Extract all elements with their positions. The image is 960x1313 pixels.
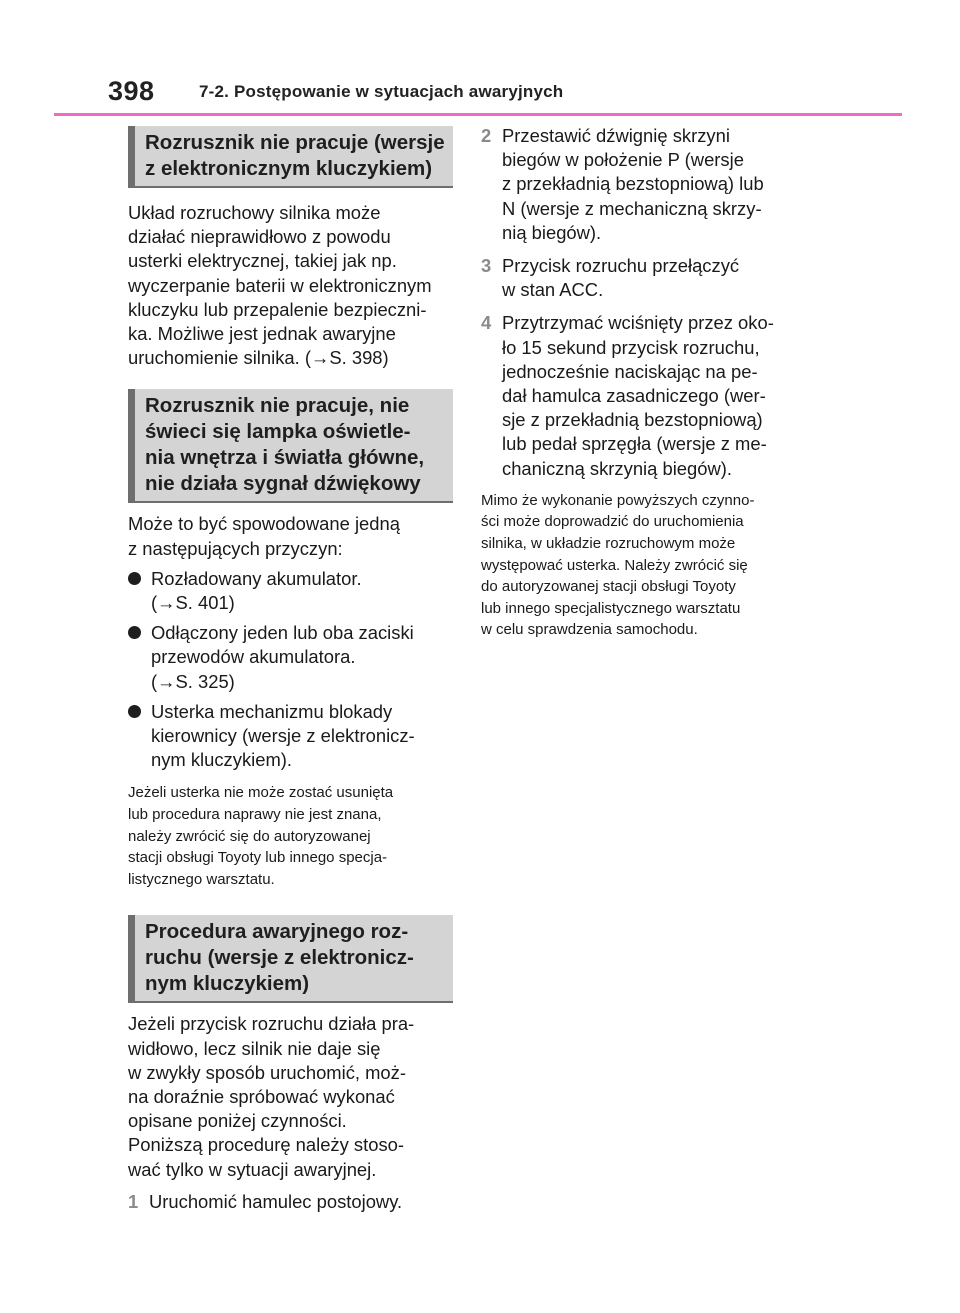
text-line: N (wersje z mechaniczną skrzy- [502,197,762,219]
text-line: należy zwrócić się do autoryzowanej [128,827,371,845]
text-line: z przekładnią bezstopniową) lub [502,173,764,195]
heading-line: nia wnętrza i światła główne, [145,446,425,470]
paragraph-causes [128,512,453,560]
text-line: w stan ACC. [502,279,604,301]
bullet-icon [128,567,146,615]
text-line: kluczyku lub przepalenie bezpieczni- [128,298,427,320]
paragraph-starter-info [128,201,453,370]
text-line: Usterka mechanizmu blokady [151,700,393,722]
text-line: przewodów akumulatora. [151,646,356,668]
text-line: wyczerpanie baterii w elektronicznym [128,274,432,296]
text-line: listycznego warsztatu. [128,870,275,888]
text-line: sje z przekładnią bezstopniową) [502,409,763,431]
step-number: 2 [481,125,492,146]
list-item [128,567,453,615]
text-line: Rozładowany akumulator. [151,567,362,589]
paragraph-emergency-info [128,1012,453,1181]
header-divider [54,113,902,116]
text-line: widłowo, lecz silnik nie daje się [128,1037,381,1059]
text-line: ka. Możliwe jest jednak awaryjne [128,323,396,345]
text-line: Przytrzymać wciśnięty przez oko- [502,312,774,334]
text-line: Jeżeli przycisk rozruchu działa pra- [128,1013,415,1035]
text-line: Jeżeli usterka nie może zostać usunięta [128,784,394,802]
text-line: Mimo że wykonanie powyższych czynno- [481,491,755,509]
text-line: silnika, w układzie rozruchowym może [481,535,736,553]
left-column [128,126,453,1214]
text-line: Może to być spowodowane jedną [128,513,400,535]
text-line: nym kluczykiem). [151,749,293,771]
text-line: ści może doprowadzić do uruchomienia [481,513,744,531]
text-line: Odłączony jeden lub oba zaciski [151,622,414,644]
right-column [481,124,806,641]
text-line: kierownicy (wersje z elektronicz- [151,725,415,747]
bullet-icon [128,621,146,694]
text-line: opisane poniżej czynności. [128,1110,347,1132]
text-line: Poniższą procedurę należy stoso- [128,1134,405,1156]
heading-line: Rozrusznik nie pracuje (wersje [145,131,445,154]
text-line: lub pedał sprzęgła (wersje z me- [502,433,767,455]
heading-line: z elektronicznym kluczykiem) [145,157,433,180]
page-header [0,0,960,118]
note-repair [128,782,453,890]
text-line: Przestawić dźwignię skrzyni [502,125,730,146]
section-title: 7-2. Postępowanie w sytuacjach awaryjnych [199,82,564,101]
page-reference: (→S. 325) [151,670,235,692]
text-line: do autoryzowanej stacji obsługi Toyoty [481,578,736,596]
heading-line: Rozrusznik nie pracuje, nie [145,394,410,418]
text-line: Uruchomić hamulec postojowy. [149,1190,403,1212]
step-item [481,311,806,480]
text-line: z następujących przyczyn: [128,537,343,559]
text-line: nią biegów). [502,221,602,243]
text-line: na doraźnie spróbować wykonać [128,1086,395,1108]
list-item [128,621,453,694]
list-item [128,700,453,773]
text-line: w zwykły sposób uruchomić, moż- [128,1061,406,1083]
step-item [481,254,806,302]
heading-line: Procedura awaryjnego roz- [145,920,409,944]
text-line: ło 15 sekund przycisk rozruchu, [502,336,760,358]
text-line: Przycisk rozruchu przełączyć [502,255,740,277]
page-number: 398 [108,76,155,106]
text-line: wać tylko w sytuacji awaryjnej. [128,1158,377,1180]
text-line: występować usterka. Należy zwrócić się [481,556,748,574]
heading-emergency-start [128,915,453,1003]
note-warning [481,490,806,641]
text-line: lub procedura naprawy nie jest znana, [128,806,382,824]
heading-line: nym kluczykiem) [145,972,310,996]
text-line: jednocześnie naciskając na pe- [502,360,758,382]
step-item [128,1190,453,1214]
text-line: chaniczną skrzynią biegów). [502,457,732,479]
text-line: dał hamulca zasadniczego (wer- [502,385,766,407]
page-reference: (→S. 401) [151,592,235,614]
text-line: biegów w położenie P (wersje [502,149,744,171]
heading-no-lights [128,389,453,503]
step-number: 1 [128,1190,139,1212]
text-line: Układ rozruchowy silnika może [128,202,381,223]
heading-line: ruchu (wersje z elektronicz- [145,946,414,970]
text-line: usterki elektrycznej, takiej jak np. [128,250,397,272]
step-number: 4 [481,312,492,334]
text-line: działać nieprawidłowo z powodu [128,226,391,248]
text-line: w celu sprawdzenia samochodu. [481,621,698,639]
heading-line: nie działa sygnał dźwiękowy [145,472,421,496]
step-item [481,124,806,245]
bullet-icon [128,700,146,773]
text-line: stacji obsługi Toyoty lub innego specja- [128,849,388,867]
text-line: lub innego specjalistycznego warsztatu [481,599,741,617]
step-number: 3 [481,255,492,277]
heading-starter-not-working [128,126,453,188]
heading-line: świeci się lampka oświetle- [145,420,411,444]
text-line: uruchomienie silnika. (→S. 398) [128,347,389,369]
